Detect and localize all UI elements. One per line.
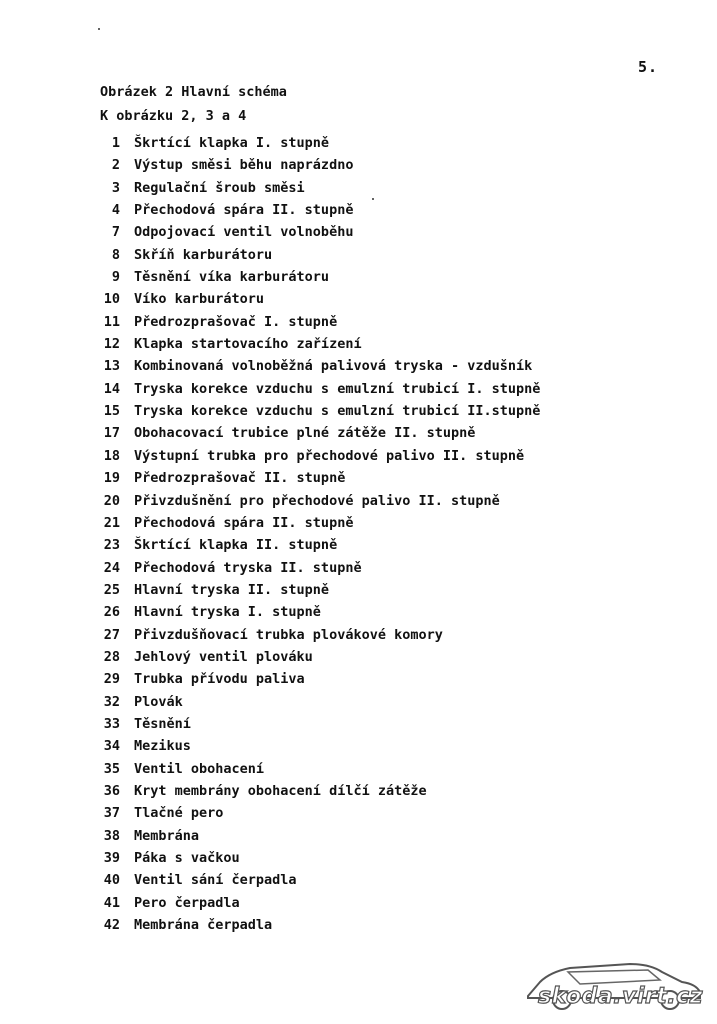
legend-item-number: 3 <box>111 179 120 196</box>
legend-item-label: Jehlový ventil plováku <box>134 648 313 665</box>
legend-item-label: Tlačné pero <box>134 805 224 822</box>
legend-item-label: Ventil sání čerpadla <box>134 872 297 889</box>
legend-item-label: Těsnění <box>134 715 191 732</box>
legend-item-label: Předrozprašovač I. stupně <box>134 313 338 330</box>
legend-item-number: 26 <box>103 604 120 621</box>
legend-item-label: Hlavní tryska II. stupně <box>134 581 330 598</box>
legend-item-number: 21 <box>103 514 120 531</box>
legend-item-label: Předrozprašovač II. stupně <box>134 470 346 487</box>
watermark-logo <box>510 948 710 1018</box>
legend-item-number: 32 <box>103 693 120 710</box>
figure-title: Obrázek 2 Hlavní schéma <box>100 84 287 100</box>
legend-item-number: 17 <box>103 425 120 442</box>
legend-item-number: 23 <box>103 537 120 554</box>
page-number: 5. <box>638 58 659 76</box>
legend-item-label: Klapka startovacího zařízení <box>134 336 362 353</box>
legend-item-number: 14 <box>103 380 120 397</box>
legend-item-label: Pero čerpadla <box>134 894 240 911</box>
legend-item-label: Membrána <box>134 827 200 844</box>
legend-item-label: Odpojovací ventil volnoběhu <box>134 224 354 241</box>
legend-item-label: Mezikus <box>134 738 191 755</box>
legend-item-label: Regulační šroub směsi <box>134 179 305 196</box>
legend-item-label: Obohacovací trubice plné zátěže II. stupně <box>134 425 476 442</box>
legend-item-number: 25 <box>103 581 120 598</box>
legend-item-number: 20 <box>103 492 120 509</box>
scan-speck <box>98 28 100 30</box>
legend-item-number: 41 <box>103 894 120 911</box>
legend-item-label: Hlavní tryska I. stupně <box>134 604 321 621</box>
legend-item-label: Kryt membrány obohacení dílčí zátěže <box>134 782 427 799</box>
legend-item-number: 12 <box>103 336 120 353</box>
figure-subtitle: K obrázku 2, 3 a 4 <box>100 108 247 124</box>
legend-item-number: 7 <box>111 224 120 241</box>
legend-item-number: 27 <box>103 626 120 643</box>
legend-item-label: Tryska korekce vzduchu s emulzní trubicí I. stupně <box>134 380 541 397</box>
legend-item-number: 42 <box>103 917 120 934</box>
legend-item-label: Trubka přívodu paliva <box>134 671 305 688</box>
legend-item-number: 11 <box>103 313 120 330</box>
legend-item-label: Těsnění víka karburátoru <box>134 269 330 286</box>
legend-item-label: Skříň karburátoru <box>134 246 273 263</box>
legend-item-label: Membrána čerpadla <box>134 917 273 934</box>
legend-item-label: Přechodová tryska II. stupně <box>134 559 362 576</box>
legend-item-number: 4 <box>111 202 120 219</box>
legend-item-number: 13 <box>103 358 120 375</box>
legend-item-label: Škrtící klapka I. stupně <box>134 135 330 151</box>
legend-item-label: Přechodová spára II. stupně <box>134 202 354 219</box>
legend-item-number: 28 <box>103 648 120 665</box>
legend-item-label: Víko karburátoru <box>134 291 265 308</box>
legend-item-number: 35 <box>103 760 120 777</box>
legend-item-label: Ventil obohacení <box>134 760 265 777</box>
legend-item-number: 36 <box>103 782 120 799</box>
legend-item-number: 39 <box>103 850 120 866</box>
scan-speck <box>372 198 374 200</box>
legend-item-number: 24 <box>103 559 120 576</box>
legend-item-label: Škrtící klapka II. stupně <box>134 537 338 554</box>
legend-item-label: Tryska korekce vzduchu s emulzní trubicí II.stupně <box>134 403 541 420</box>
legend-item-number: 33 <box>103 715 120 732</box>
legend-item-number: 34 <box>103 738 120 755</box>
legend-item-label: Výstupní trubka pro přechodové palivo II. stupně <box>134 447 525 464</box>
legend-item-number: 37 <box>103 805 120 822</box>
legend-item-number: 8 <box>111 246 120 263</box>
legend-item-label: Výstup směsi běhu naprázdno <box>134 157 354 174</box>
legend-item-number: 15 <box>103 403 120 420</box>
legend-item-label: Páka s vačkou <box>134 850 240 866</box>
legend-item-number: 29 <box>103 671 120 688</box>
legend-item-number: 2 <box>111 157 120 174</box>
legend-item-number: 19 <box>103 470 120 487</box>
legend-item-number: 9 <box>111 269 120 286</box>
legend-item-number: 18 <box>103 447 120 464</box>
watermark-text: skoda.virt.cz <box>538 984 703 1009</box>
legend-item-label: Přechodová spára II. stupně <box>134 514 354 531</box>
legend-item-number: 1 <box>111 135 120 151</box>
legend-item-number: 40 <box>103 872 120 889</box>
legend-item-label: Plovák <box>134 693 183 710</box>
legend-item-number: 10 <box>103 291 120 308</box>
legend-item-number: 38 <box>103 827 120 844</box>
legend-item-label: Kombinovaná volnoběžná palivová tryska - vzdušník <box>134 358 533 375</box>
legend-item-label: Přivzdušňovací trubka plovákové komory <box>134 626 443 643</box>
legend-item-label: Přivzdušnění pro přechodové palivo II. stupně <box>134 492 500 509</box>
